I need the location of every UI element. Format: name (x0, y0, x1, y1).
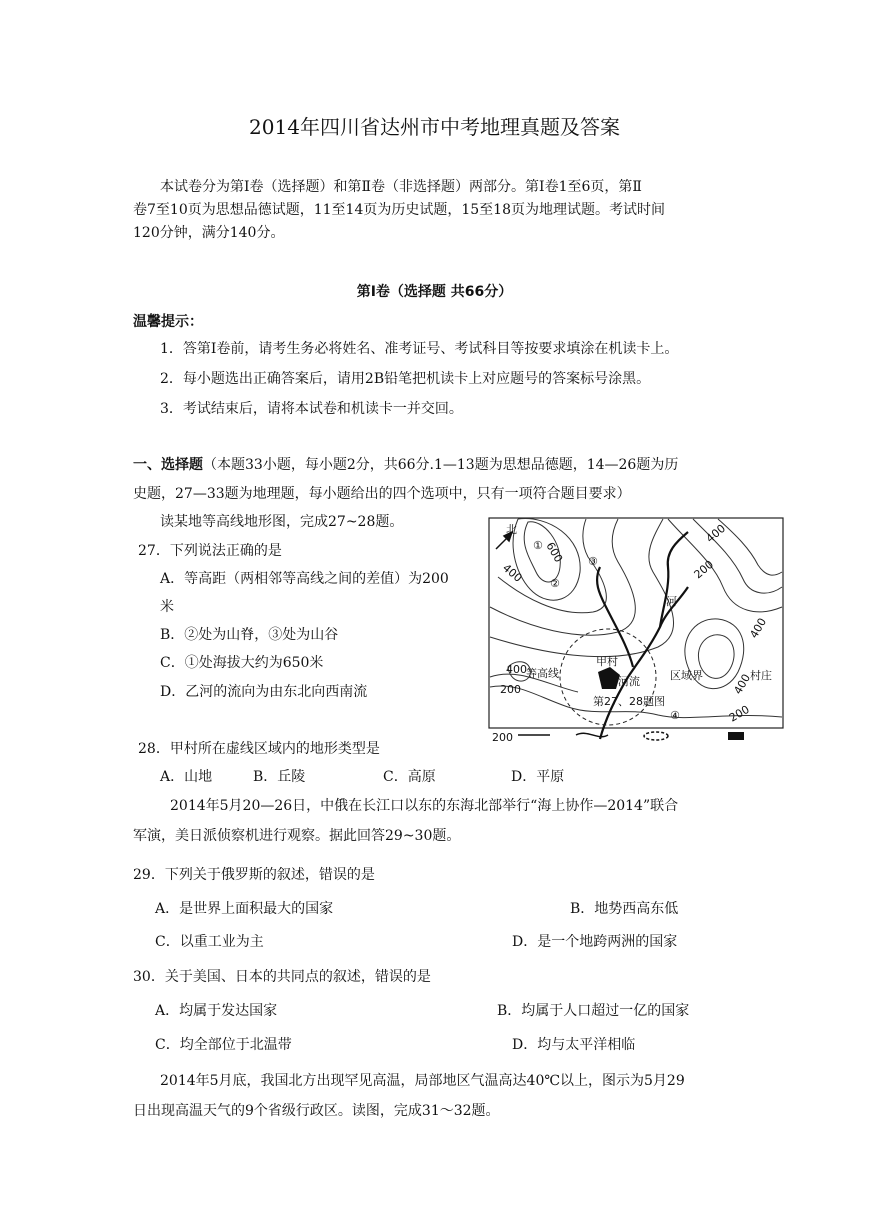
q27-option-a: A．等高距（两相邻等高线之间的差值）为200 (160, 571, 449, 587)
legend-contour: 等高线 (526, 667, 559, 680)
passage3-line-1: 2014年5月底，我国北方出现罕见高温，局部地区气温高达40℃以上，图示为5月29 (160, 1073, 685, 1089)
q28-option-a: A．山地 (160, 769, 213, 785)
contour-label: 200 (500, 683, 521, 696)
contour-label: 200 (691, 557, 717, 582)
tip-item-3: 3．考试结束后，请将本试卷和机读卡一并交回。 (160, 401, 463, 417)
passage2-line-2: 军演，美日派侦察机进行观察。据此回答29~30题。 (133, 828, 461, 844)
tips-heading: 温馨提示： (133, 314, 203, 330)
q28-option-b: B．丘陵 (253, 769, 306, 785)
q30-option-c: C．均全部位于北温带 (155, 1037, 292, 1053)
q27-option-d: D．乙河的流向为由东北向西南流 (160, 684, 368, 700)
q30-option-d: D．均与太平洋相临 (512, 1037, 636, 1053)
contour-label: 400 (500, 561, 525, 585)
location-marker-2: ② (550, 577, 560, 590)
intro-line-2: 卷7至10页为思想品德试题，11至14页为历史试题，15至18页为地理试题。考试时间 (133, 202, 665, 218)
contour-label: 400 (506, 663, 527, 676)
legend-village-symbol (728, 732, 744, 740)
legend-boundary: 区域界 (670, 669, 703, 682)
legend-river: 河流 (618, 675, 640, 688)
location-marker-3: ③ (588, 555, 598, 568)
contour-label: 600 (543, 540, 566, 565)
q30-option-a: A．均属于发达国家 (155, 1003, 278, 1019)
intro-line-3: 120分钟，满分140分。 (133, 225, 285, 241)
legend-river-symbol (576, 733, 608, 736)
section1-line-1 (133, 456, 678, 474)
q27-stem: 27．下列说法正确的是 (138, 543, 282, 559)
contour-label: 200 (727, 702, 752, 725)
q29-option-a: A．是世界上面积最大的国家 (155, 901, 334, 917)
location-marker-1: ① (533, 539, 543, 552)
q29-option-b: B．地势西高东低 (570, 901, 679, 917)
q27-option-b: B．②处为山脊，③处为山谷 (160, 627, 339, 643)
section1-desc-1: （本题33小题，每小题2分，共66分.1—13题为思想品德题，14—26题为历 (203, 457, 679, 473)
section1-heading: 一、选择题 (133, 457, 203, 473)
q28-option-d: D．平原 (511, 769, 565, 785)
figure-caption: 第27、28题图 (593, 695, 665, 708)
contour-label: 400 (731, 671, 754, 697)
section1-desc-2: 史题，27—33题为地理题，每小题给出的四个选项中，只有一项符合题目要求） (133, 486, 631, 502)
river-label: 河 (666, 595, 677, 608)
read-map-instruction: 读某地等高线地形图，完成27~28题。 (160, 514, 404, 530)
legend-village: 村庄 (750, 669, 772, 682)
q27-option-c: C．①处海拔大约为650米 (160, 655, 324, 671)
q27-option-a-cont: 米 (160, 599, 174, 615)
q29-option-d: D．是一个地跨两洲的国家 (512, 934, 678, 950)
q28-option-c: C．高原 (383, 769, 436, 785)
q28-stem: 28．甲村所在虚线区域内的地形类型是 (138, 741, 380, 757)
legend-boundary-symbol (644, 732, 668, 740)
passage3-line-2: 日出现高温天气的9个省级行政区。读图，完成31～32题。 (133, 1103, 500, 1119)
location-marker-4: ④ (670, 709, 680, 722)
part1-heading: 第Ⅰ卷（选择题 共66分） (356, 284, 513, 300)
tip-item-2: 2．每小题选出正确答案后，请用2B铅笔把机读卡上对应题号的答案标号涂黑。 (160, 371, 651, 387)
q29-option-c: C．以重工业为主 (155, 934, 264, 950)
intro-line-1: 本试卷分为第Ⅰ卷（选择题）和第Ⅱ卷（非选择题）两部分。第Ⅰ卷1至6页，第Ⅱ (160, 179, 642, 195)
q30-option-b: B．均属于人口超过一亿的国家 (497, 1003, 690, 1019)
contour-label: 200 (492, 731, 513, 742)
contour-label: 400 (703, 521, 729, 546)
page-title: 2014年四川省达州市中考地理真题及答案 (249, 115, 620, 139)
village-label: 甲村 (596, 655, 618, 668)
q30-stem: 30．关于美国、日本的共同点的叙述，错误的是 (133, 969, 431, 985)
passage2-line-1: 2014年5月20—26日，中俄在长江口以东的东海北部举行“海上协作—2014”联合 (170, 798, 679, 814)
tip-item-1: 1．答第Ⅰ卷前，请考生务必将姓名、准考证号、考试科目等按要求填涂在机读卡上。 (160, 341, 679, 357)
contour-label: 400 (747, 615, 770, 641)
contour-map-figure (488, 517, 784, 742)
q29-stem: 29．下列关于俄罗斯的叙述，错误的是 (133, 867, 375, 883)
north-label: 北 (506, 523, 517, 536)
